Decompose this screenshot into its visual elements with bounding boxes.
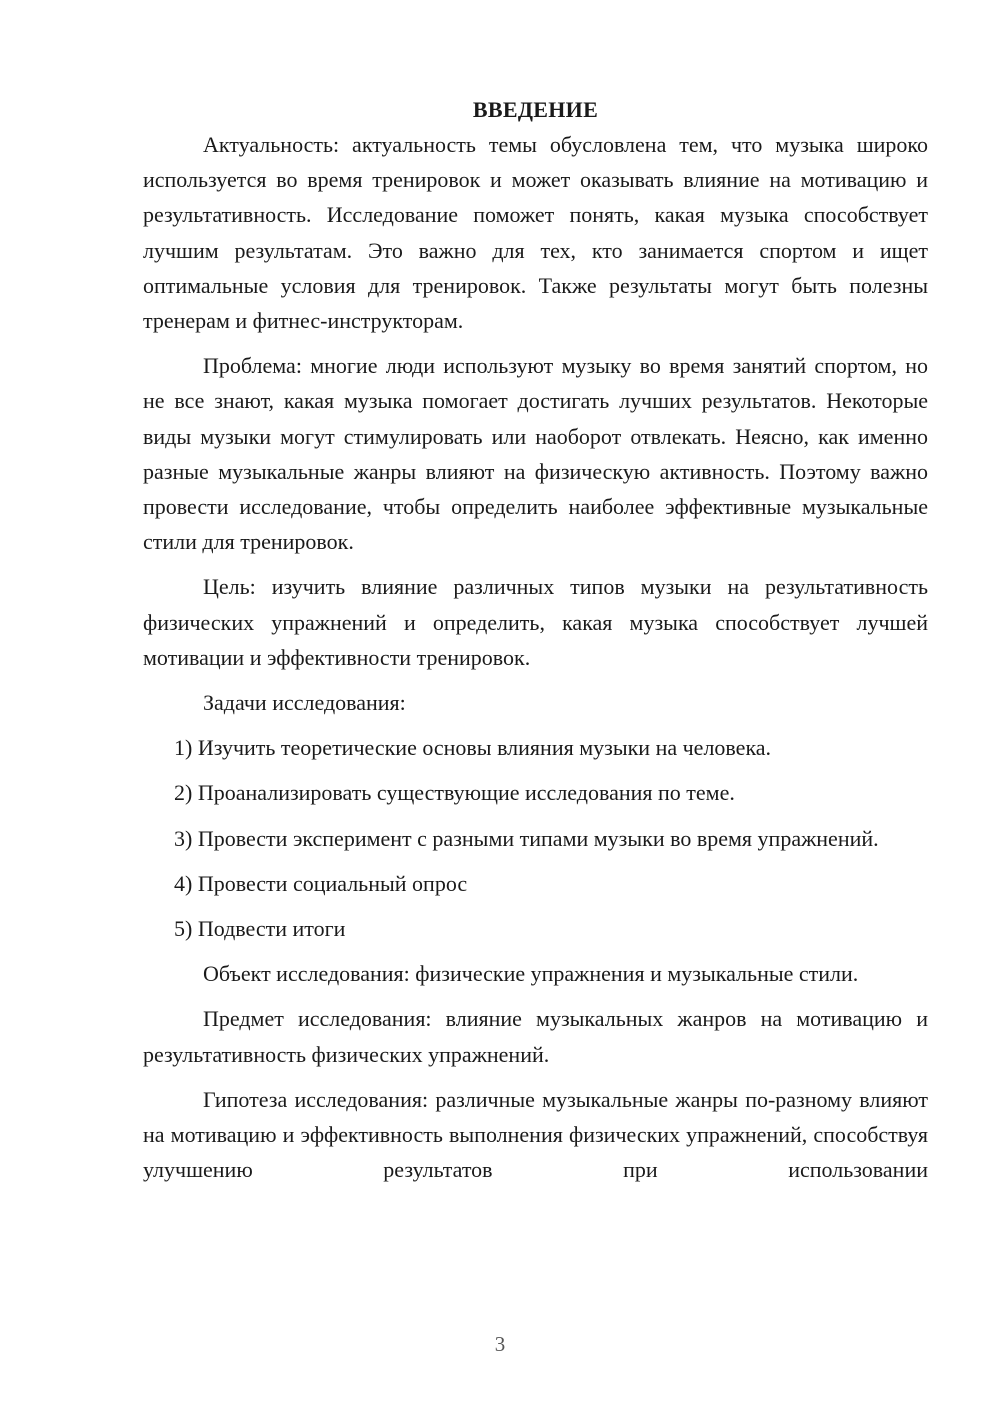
page-title: ВВЕДЕНИЕ	[472, 97, 599, 122]
document-page	[143, 92, 928, 1187]
task-item: 1) Изучить теоретические основы влияния музыки на человека.	[174, 735, 772, 761]
paragraph-problem: Проблема: многие люди используют музыку во время занятий спортом, но не все знают, какая музыка помогает достигать лучших результатов. Некоторые виды музыки могут стимулировать или наоборот отвлекать. Неясно, как именно разные музыкальные жанры влияют на физическую активность. Поэтому важно провести исследование, чтобы определить наиболее эффективные музыкальные стили для тренировок.	[143, 353, 928, 555]
task-item: 4) Провести социальный опрос	[174, 870, 468, 896]
page-number: 3	[494, 1332, 506, 1356]
paragraph-subject: Предмет исследования: влияние музыкальных жанров на мотивацию и результативность физических упражнений.	[143, 1006, 928, 1067]
paragraph-hypothesis: Гипотеза исследования: различные музыкальные жанры по-разному влияют на мотивацию и эффективность выполнения физических упражнений, способствуя улучшению результатов при использовании	[143, 1086, 928, 1183]
tasks-heading: Задачи исследования:	[203, 690, 406, 716]
paragraph-relevance: Актуальность: актуальность темы обусловлена тем, что музыка широко используется во время тренировок и может оказывать влияние на мотивацию и результативность. Исследование поможет понять, какая музыка способствует лучшим результатам. Это важно для тех, кто занимается спортом и ищет оптимальные условия для тренировок. Также результаты могут быть полезны тренерам и фитнес-инструкторам.	[143, 132, 928, 334]
task-item: 5) Подвести итоги	[174, 916, 346, 942]
task-item: 2) Проанализировать существующие исследования по теме.	[174, 780, 735, 806]
paragraph-goal: Цель: изучить влияние различных типов музыки на результативность физических упражнений и определить, какая музыка способствует лучшей мотивации и эффективности тренировок.	[143, 574, 928, 670]
task-item: 3) Провести эксперимент с разными типами музыки во время упражнений.	[174, 825, 879, 851]
paragraph-object: Объект исследования: физические упражнения и музыкальные стили.	[203, 961, 859, 987]
